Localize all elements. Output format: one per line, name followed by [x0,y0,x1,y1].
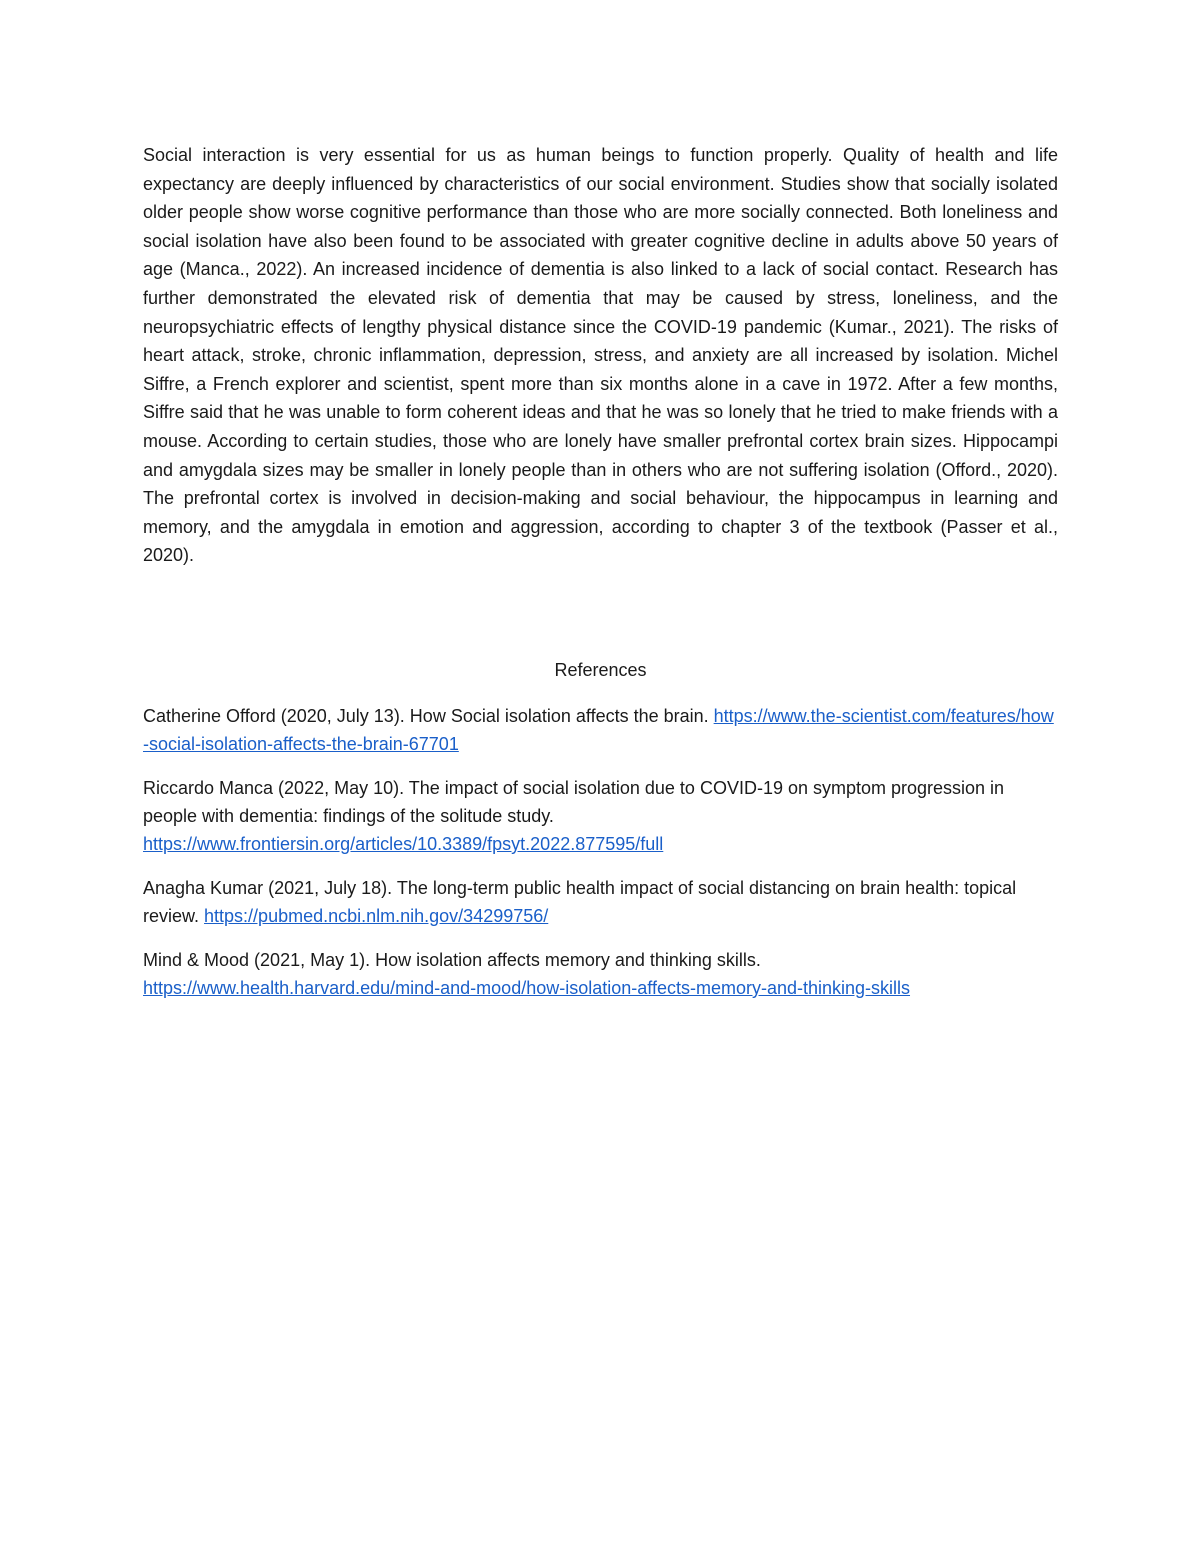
reference-entry-mind-mood [143,946,1058,1002]
references-heading: References [554,660,647,680]
body-paragraph: Social interaction is very essential for us as human beings to function properly. Quality of health and life expectancy are deeply influenced by characteristics of our social environment. Studies show that socially isolated older people show worse cognitive performance than those who are more socially connected. Both loneliness and social isolation have also been found to be associated with greater cognitive decline in adults above 50 years of age (Manca., 2022). An increased incidence of dementia is also linked to a lack of social contact. Research has further demonstrated the elevated risk of dementia that may be caused by stress, loneliness, and the neuropsychiatric effects of lengthy physical distance since the COVID-19 pandemic (Kumar., 2021). The risks of heart attack, stroke, chronic inflammation, depression, stress, and anxiety are all increased by isolation. Michel Siffre, a French explorer and scientist, spent more than six months alone in a cave in 1972. After a few months, Siffre said that he was unable to form coherent ideas and that he was so lonely that he tried to make friends with a mouse. According to certain studies, those who are lonely have smaller prefrontal cortex brain sizes. Hippocampi and amygdala sizes may be smaller in lonely people than in others who are not suffering isolation (Offord., 2020). The prefrontal cortex is involved in decision-making and social behaviour, the hippocampus in learning and memory, and the amygdala in emotion and aggression, according to chapter 3 of the textbook (Passer et al., 2020). [143,145,1058,566]
reference-link[interactable]: https://www.the-scientist.com/features/how-social-isolation-affects-the-brain-67701 [143,706,1054,754]
reference-entry-offord [143,702,1058,758]
reference-citation: Anagha Kumar (2021, July 18). The long-term public health impact of social distancing on brain health: topical review. [143,878,1017,926]
reference-citation: Mind & Mood (2021, May 1). How isolation affects memory and thinking skills. [143,950,761,970]
reference-citation: Catherine Offord (2020, July 13). How Social isolation affects the brain. [143,706,714,726]
reference-link[interactable]: https://pubmed.ncbi.nlm.nih.gov/34299756/ [204,906,549,926]
reference-citation: Riccardo Manca (2022, May 10). The impact of social isolation due to COVID-19 on symptom progression in people with dementia: findings of the solitude study. [143,778,1005,826]
references-list [143,702,1058,1018]
reference-link[interactable]: https://www.frontiersin.org/articles/10.3389/fpsyt.2022.877595/full [143,834,664,854]
reference-link[interactable]: https://www.health.harvard.edu/mind-and-mood/how-isolation-affects-memory-and-thinking-skills [143,978,911,998]
reference-entry-manca [143,774,1058,858]
reference-entry-kumar [143,874,1058,930]
